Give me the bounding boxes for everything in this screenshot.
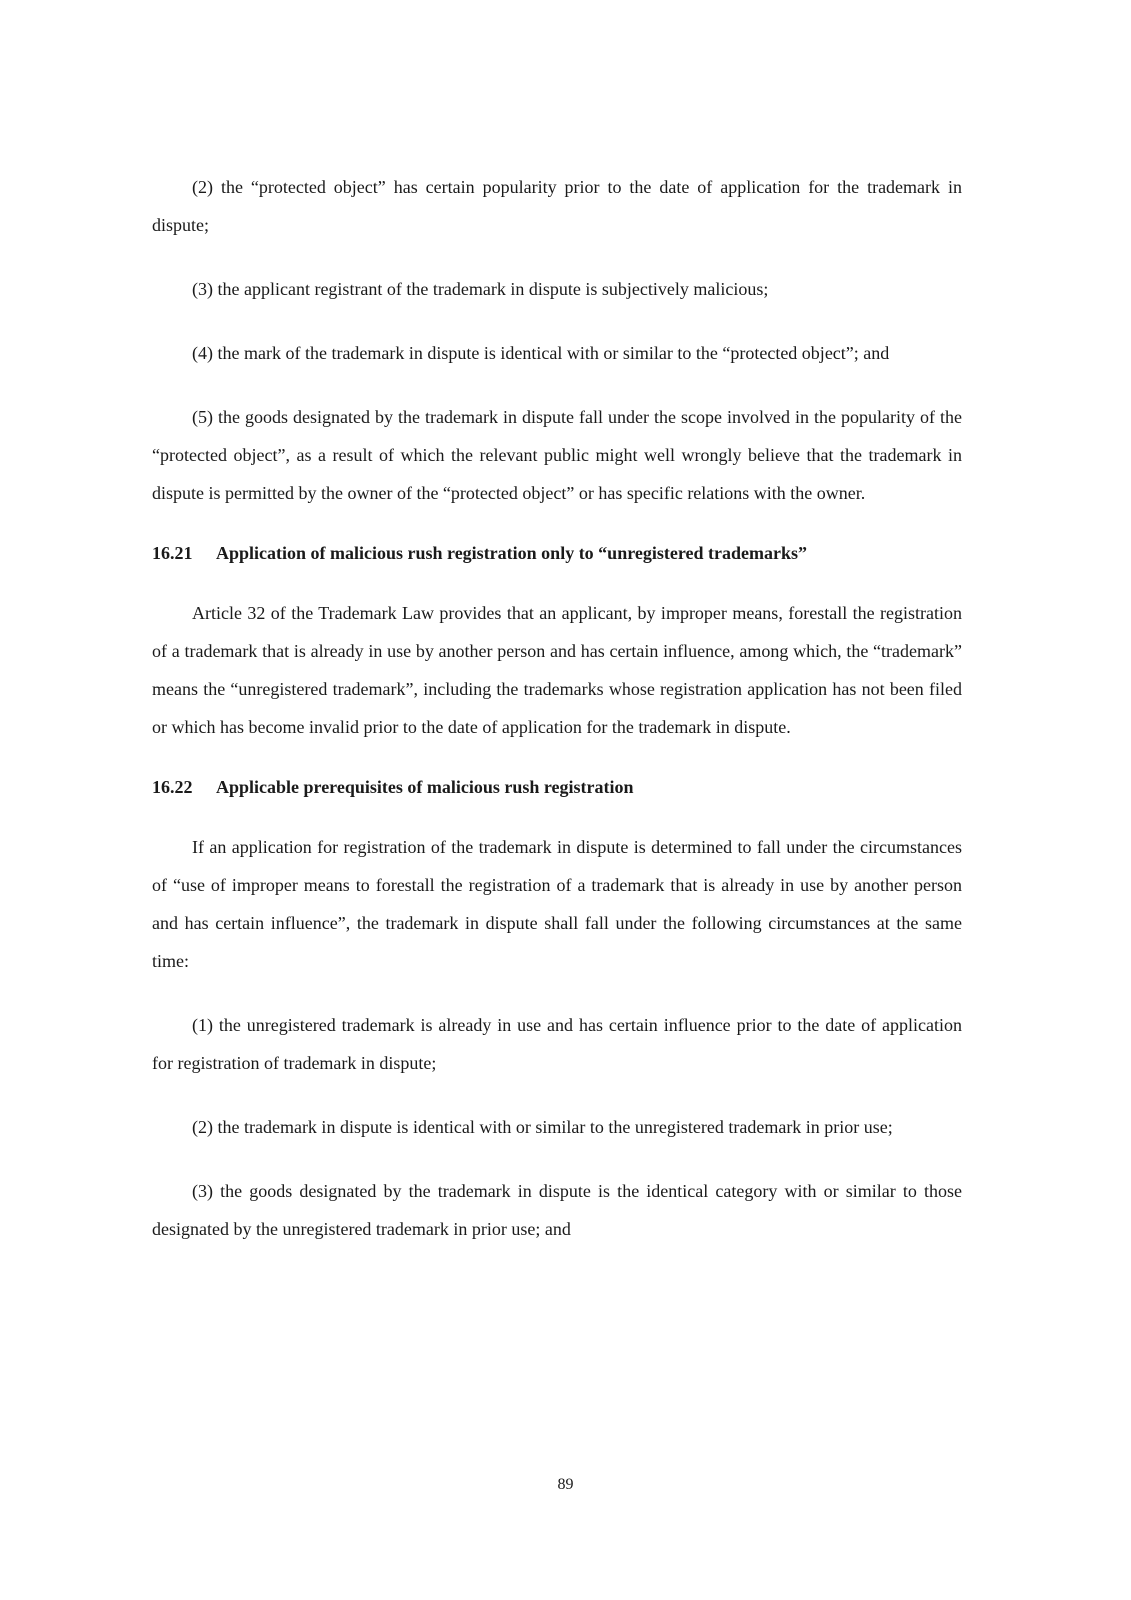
paragraph-item-5-goods-designated: (5) the goods designated by the trademark in dispute fall under the scope involved in the popularity of the “protected object”, as a result of which the relevant public might well wrongly believe that the trademark in dispute is permitted by the owner of the “protected object” or has specific relations with the owner. <box>152 407 962 503</box>
section-number: 16.21 <box>152 543 193 563</box>
paragraph-item-3-malicious: (3) the applicant registrant of the trademark in dispute is subjectively malicious; <box>192 279 769 299</box>
document-body <box>152 168 962 1248</box>
section-number: 16.22 <box>152 777 193 797</box>
paragraph-prereq-2: (2) the trademark in dispute is identical with or similar to the unregistered trademark in prior use; <box>192 1117 893 1137</box>
paragraph-prerequisites-intro: If an application for registration of the trademark in dispute is determined to fall under the circumstances of “use of improper means to forestall the registration of a trademark that is already in use by another person and has certain influence”, the trademark in dispute shall fall under the following circumstances at the same time: <box>152 837 962 971</box>
paragraph-prereq-1: (1) the unregistered trademark is already in use and has certain influence prior to the date of application for registration of trademark in dispute; <box>152 1015 962 1073</box>
paragraph-article-32: Article 32 of the Trademark Law provides that an applicant, by improper means, forestall the registration of a trademark that is already in use by another person and has certain influence, among which, the “trademark” means the “unregistered trademark”, including the trademarks whose registration application has not been filed or which has become invalid prior to the date of application for the trademark in dispute. <box>152 603 962 737</box>
paragraph-item-4-identical-mark: (4) the mark of the trademark in dispute is identical with or similar to the “protected object”; and <box>192 343 890 363</box>
paragraph-prereq-3: (3) the goods designated by the trademark in dispute is the identical category with or similar to those designated by the unregistered trademark in prior use; and <box>152 1181 962 1239</box>
paragraph-item-2-popularity: (2) the “protected object” has certain popularity prior to the date of application for the trademark in dispute; <box>152 177 962 235</box>
section-heading-16-21 <box>152 534 962 572</box>
section-title: Application of malicious rush registration only to “unregistered trademarks” <box>216 543 807 563</box>
section-heading-16-22 <box>152 768 962 806</box>
page-number: 89 <box>557 1476 574 1493</box>
section-title: Applicable prerequisites of malicious rush registration <box>216 777 634 797</box>
